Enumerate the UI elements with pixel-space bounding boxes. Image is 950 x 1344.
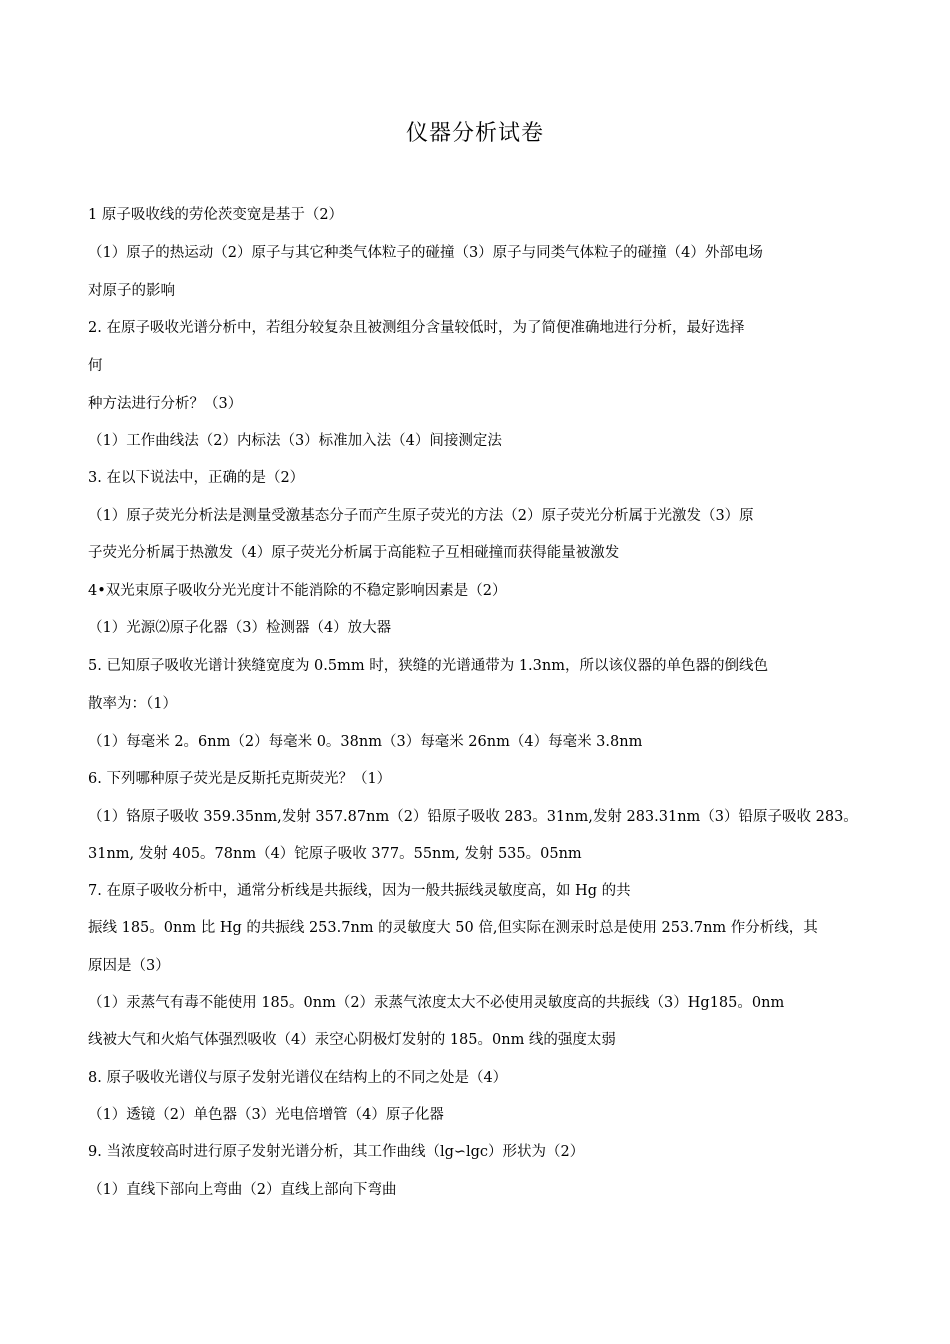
q1-options-cont: 对原子的影响: [88, 283, 175, 299]
q7-stem-cont: 振线 185。0nm 比 Hg 的共振线 253.7nm 的灵敏度大 50 倍,但实际在测汞时总是使用 253.7nm 作分析线，其: [88, 920, 818, 936]
q8-stem: 8. 原子吸收光谱仪与原子发射光谱仪在结构上的不同之处是（4）: [88, 1070, 508, 1086]
q1-options: （1）原子的热运动（2）原子与其它种类气体粒子的碰撞（3）原子与同类气体粒子的碰撞（4）外部电场: [88, 245, 763, 261]
q3-options: （1）原子荧光分析法是测量受激基态分子而产生原子荧光的方法（2）原子荧光分析属于光激发（3）原: [88, 508, 754, 524]
q5-stem-cont: 散率为：（1）: [88, 696, 177, 712]
q1-stem: 1 原子吸收线的劳伦茨变宽是基于（2）: [88, 207, 344, 223]
q2-stem: 2. 在原子吸收光谱分析中，若组分较复杂且被测组分含量较低时，为了简便准确地进行分析，最好选择: [88, 320, 745, 336]
q2-stem-cont2: 种方法进行分析？（3）: [88, 396, 243, 412]
document-title: 仪器分析试卷: [405, 121, 544, 146]
q2-options: （1）工作曲线法（2）内标法（3）标准加入法（4）间接测定法: [88, 433, 502, 449]
q6-options: （1）铬原子吸收 359.35nm,发射 357.87nm（2）铅原子吸收 283。31nm,发射 283.31nm（3）铅原子吸收 283。: [88, 809, 858, 825]
q6-stem: 6. 下列哪种原子荧光是反斯托克斯荧光？（1）: [88, 771, 392, 787]
q9-stem: 9. 当浓度较高时进行原子发射光谱分析，其工作曲线（lg∽lgc）形状为（2）: [88, 1144, 585, 1160]
q4-stem: 4•双光束原子吸收分光光度计不能消除的不稳定影响因素是（2）: [88, 583, 507, 599]
q7-options: （1）汞蒸气有毒不能使用 185。0nm（2）汞蒸气浓度太大不必使用灵敏度高的共振线（3）Hg185。0nm: [88, 995, 785, 1011]
q8-options: （1）透镜（2）单色器（3）光电倍增管（4）原子化器: [88, 1107, 444, 1123]
q6-options-cont: 31nm, 发射 405。78nm（4）铊原子吸收 377。55nm, 发射 535。05nm: [88, 846, 582, 862]
q5-stem: 5. 已知原子吸收光谱计狭缝宽度为 0.5mm 时，狭缝的光谱通带为 1.3nm，所以该仪器的单色器的倒线色: [88, 658, 768, 674]
q9-options: （1）直线下部向上弯曲（2）直线上部向下弯曲: [88, 1182, 397, 1198]
q2-stem-cont: 何: [88, 358, 103, 374]
q7-stem-cont2: 原因是（3）: [88, 958, 170, 974]
q7-options-cont: 线被大气和火焰气体强烈吸收（4）汞空心阴极灯发射的 185。0nm 线的强度太弱: [88, 1032, 616, 1048]
q3-options-cont: 子荧光分析属于热激发（4）原子荧光分析属于高能粒子互相碰撞而获得能量被激发: [88, 545, 620, 561]
q5-options: （1）每毫米 2。6nm（2）每毫米 0。38nm（3）每毫米 26nm（4）每毫米 3.8nm: [88, 734, 643, 750]
q3-stem: 3. 在以下说法中，正确的是（2）: [88, 470, 305, 486]
q7-stem: 7. 在原子吸收分析中，通常分析线是共振线，因为一般共振线灵敏度高，如 Hg 的共: [88, 883, 631, 899]
q4-options: （1）光源⑵原子化器（3）检测器（4）放大器: [88, 620, 392, 636]
